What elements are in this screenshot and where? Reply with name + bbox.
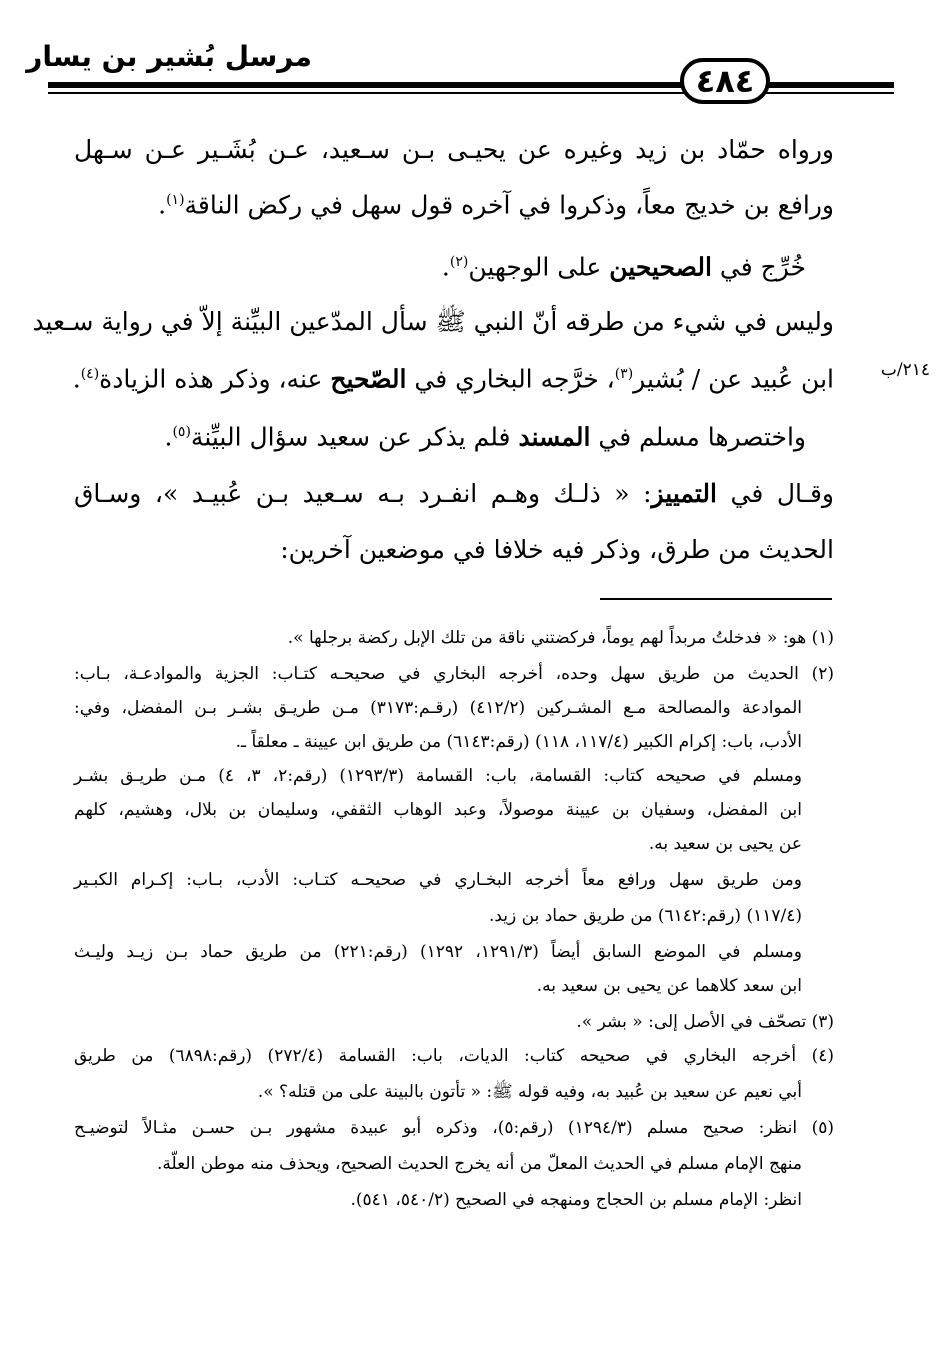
- book-title-musnad: المسند: [518, 422, 591, 452]
- footnote-ref-4[interactable]: (٤): [80, 366, 100, 382]
- footnote-2-line-2: الموادعة والمصالحة مـع المشـركين (٤١٢/٢) (رقـم:٣١٧٣) مـن طريـق بشـر بـن المفضل، وفي:: [74, 698, 803, 718]
- body-line-7: [74, 474, 834, 514]
- footnote-2-line-7: ومن طريق سهل ورافع معاً أخرجه البخـاري في صحيحـه كتـاب: الأدب، بـاب: إكـرام الكبـير: [74, 870, 802, 890]
- footnote-ref-5[interactable]: (٥): [172, 424, 191, 440]
- body-text: على الوجهين: [468, 252, 602, 282]
- running-header-title: مرسل بُشير بن يسار: [26, 40, 312, 73]
- footnote-2-line-10: ابن سعد كلاهما عن يحيى بن سعيد به.: [536, 976, 802, 996]
- footnote-2-line-3: الأدب، باب: إكرام الكبير (١١٧/٤، ١١٨) (رقم:٦١٤٣) من طريق ابن عيينة ـ معلقاً ـ.: [235, 732, 802, 752]
- footnote-ref-1[interactable]: (١): [166, 192, 185, 208]
- body-text: ورافع بن خديج معاً، وذكروا في آخره قول سهل في ركض الناقة: [184, 190, 834, 220]
- body-line-2: ورافع بن خديج معاً، وذكروا في آخره قول سهل في ركض الناقة$^{(١)}$.: [158, 190, 834, 220]
- footnote-2-line-4: ومسلم في صحيحه كتاب: القسامة، باب: القسامة (١٢٩٣/٣) (رقم:٢، ٣، ٤) مـن طريـق بشـر: [74, 766, 803, 786]
- footnote-5-line-3: انظر: الإمام مسلم بن الحجاج ومنهجه في الصحيح (٥٤٠/٢، ٥٤١).: [350, 1190, 802, 1210]
- header-rule-thin: [48, 92, 894, 94]
- body-text: : « ذلـك وهـم انفـرد بـه سـعيد بـن عُبيـد »، وسـاق: [74, 479, 652, 508]
- footnote-1: (١) هو: « فدخلتُ مربداً لهم يوماً، فركضتني ناقة من تلك الإبل ركضة برجلها ».: [287, 628, 834, 648]
- footnote-ref-3[interactable]: (٣): [614, 366, 634, 382]
- footnote-ref-2[interactable]: (٢): [449, 254, 469, 270]
- book-title-sahih: الصّحيح: [330, 364, 407, 394]
- footnote-separator: [600, 598, 832, 600]
- footnote-3: (٣) تصحّف في الأصل إلى: « بشر ».: [576, 1012, 834, 1032]
- body-line-3: خُرِّج في الصحيحين على الوجهين$^{(٢)}$.: [441, 252, 806, 282]
- footnote-2-line-6: عن يحيى بن سعيد به.: [648, 834, 802, 854]
- footnote-2-line-5: ابن المفضل، وسفيان بن عيينة موصولاً، وعبد الوهاب الثقفي، وسليمان بن بلال، وهشيم، كلهم: [74, 800, 802, 820]
- body-text: خُرِّج في: [719, 252, 806, 282]
- footnote-5-line-1: (٥) انظر: صحيح مسلم (١٢٩٤/٣) (رقم:٥)، وذكره أبو عبيدة مشهور بـن حسـن مثـالاً لتوضيـح: [74, 1118, 834, 1138]
- page-number: ٤٨٤: [695, 62, 755, 100]
- book-title-sahihayn: الصحيحين: [609, 252, 712, 282]
- footnote-2-line-8: (١١٧/٤) (رقم:٦١٤٢) من طريق حماد بن زيد.: [488, 906, 802, 926]
- body-line-5: ابن عُبيد عن / بُشير$^{(٣)}$، خرَّجه البخاري في الصّحيح عنه، وذكر هذه الزيادة$^{(٤)}$.: [72, 364, 834, 394]
- footnote-2-line-9: ومسلم في الموضع السابق أيضاً (١٢٩١/٣، ١٢٩٢) (رقم:٢٢١) من طريق حماد بـن زيـد وليـث: [74, 942, 802, 962]
- body-text: واختصرها مسلم في: [598, 422, 806, 452]
- footnote-5-line-2: منهج الإمام مسلم في الحديث المعلّ من أنه يخرج الحديث الصحيح، ويحذف منه موطن العلّة.: [157, 1154, 802, 1174]
- manuscript-folio-note: ٢١٤/ب: [880, 360, 930, 380]
- footnote-4-line-2: أبي نعيم عن سعيد بن عُبيد به، وفيه قوله ﷺ: « تأتون بالبينة على من قتله؟ ».: [257, 1082, 802, 1102]
- body-text: وقـال في: [730, 479, 834, 508]
- body-text: ، خرَّجه البخاري في: [414, 364, 615, 394]
- footnote-2-line-1: (٢) الحديث من طريق سهل وحده، أخرجه البخاري في صحيحـه كتـاب: الجزية والموادعـة، بـاب:: [74, 664, 834, 684]
- body-line-4: وليس في شيء من طرقه أنّ النبي ﷺ سأل المدّعين البيِّنة إلاّ في رواية سـعيد: [32, 307, 834, 336]
- body-text: عنه، وذكر هذه الزيادة: [99, 364, 323, 394]
- footnote-4-line-1: (٤) أخرجه البخاري في صحيحه كتاب: الديات، باب: القسامة (٢٧٢/٤) (رقم:٦٨٩٨) من طريق: [74, 1046, 834, 1066]
- body-text: فلم يذكر عن سعيد سؤال البيِّنة: [190, 422, 511, 452]
- body-line-1: ورواه حمّاد بن زيد وغيره عن يحيـى بـن سـعيد، عـن بُشَـير عـن سـهل: [74, 135, 834, 164]
- page-number-badge: [680, 58, 770, 104]
- body-line-8: الحديث من طرق، وذكر فيه خلافا في موضعين آخرين:: [280, 535, 834, 564]
- body-line-6: واختصرها مسلم في المسند فلم يذكر عن سعيد سؤال البيِّنة$^{(٥)}$.: [164, 422, 806, 452]
- body-text: ابن عُبيد عن / بُشير: [633, 364, 834, 394]
- book-title-tamyiz: التمييز: [651, 479, 717, 508]
